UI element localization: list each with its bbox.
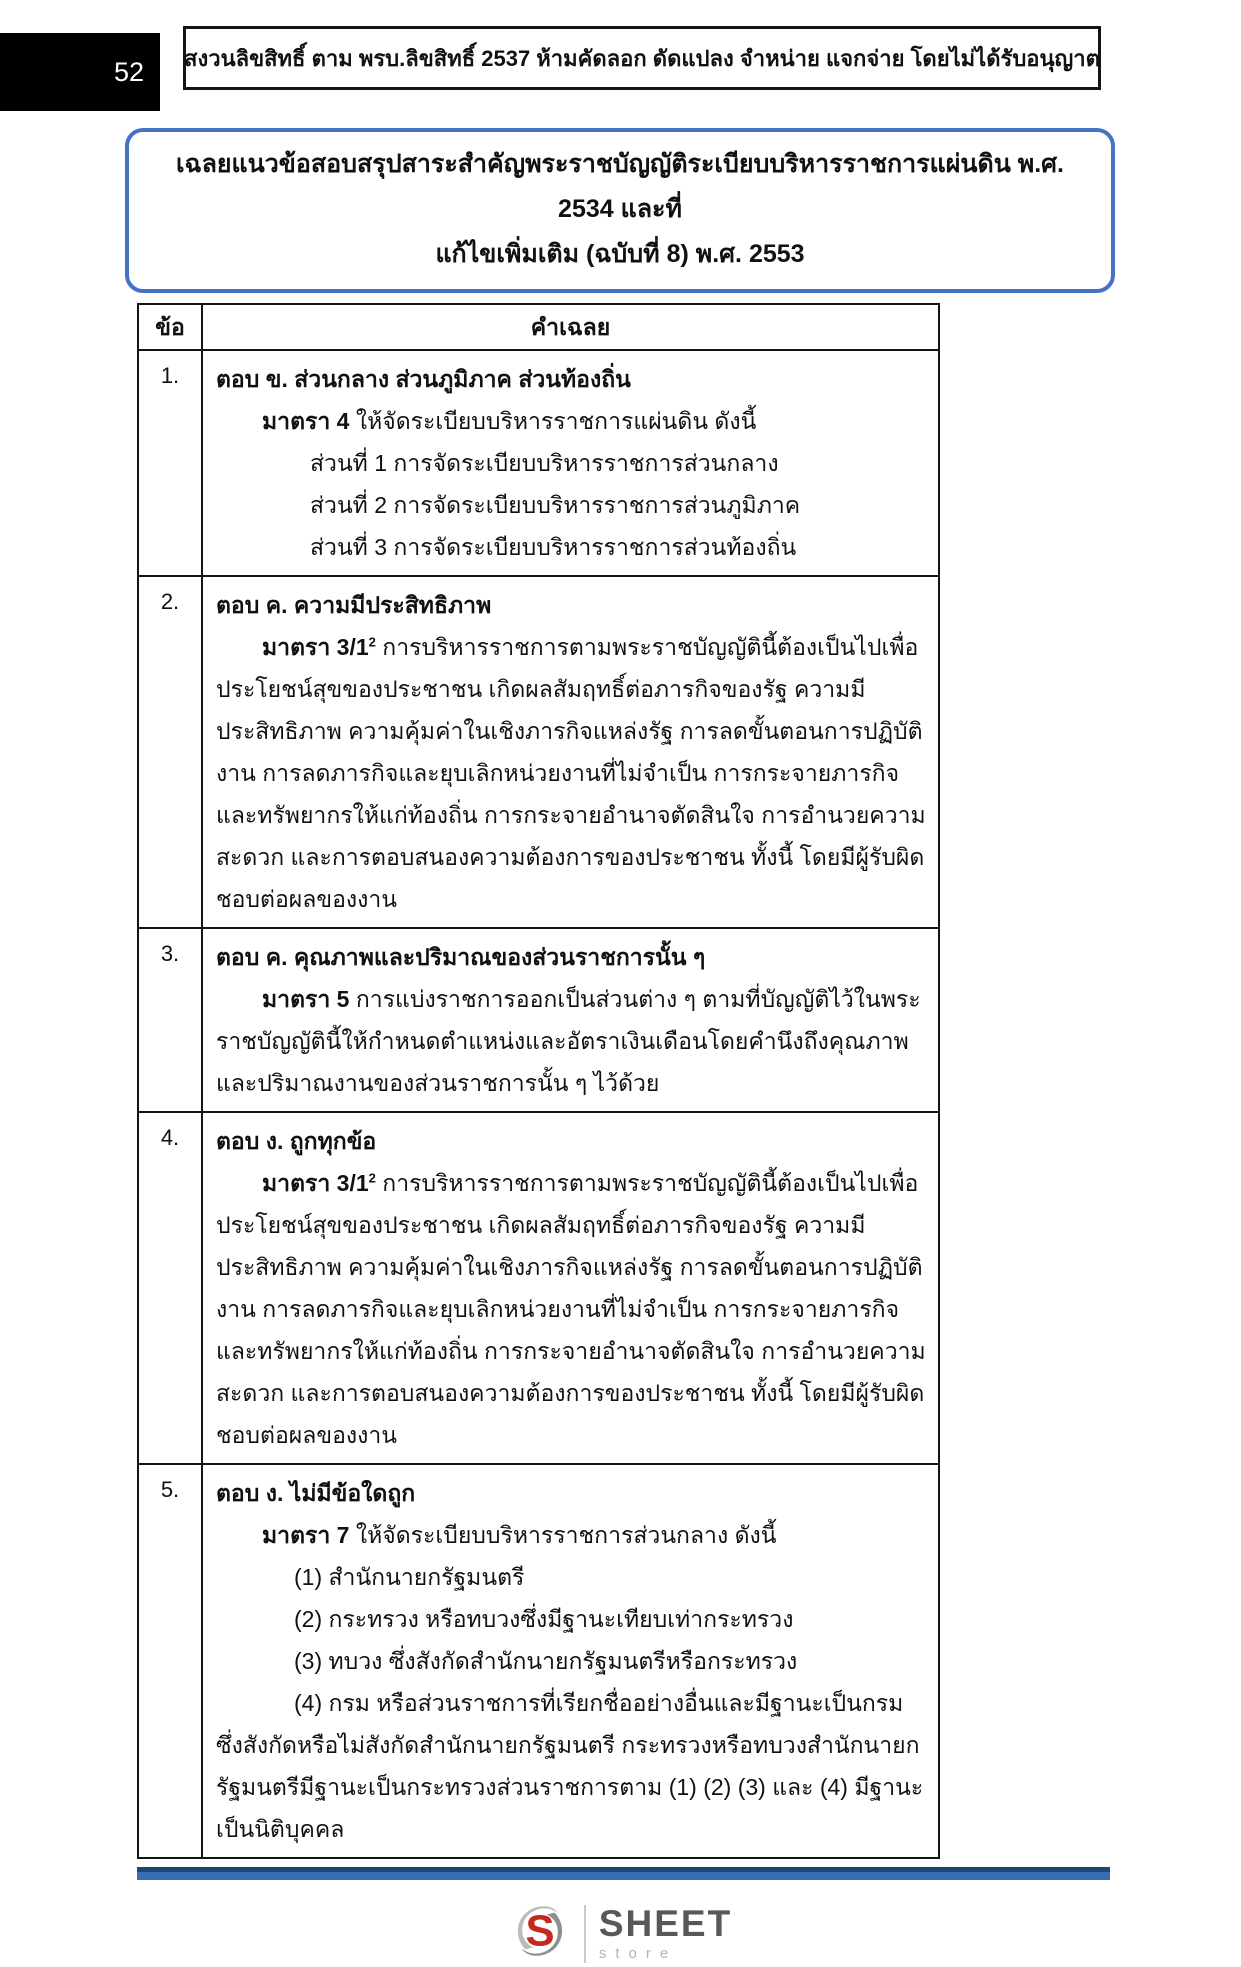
answer-block-answer: ตอบ ข. ส่วนกลาง ส่วนภูมิภาค ส่วนท้องถิ่น — [216, 366, 631, 392]
row-number: 1. — [138, 350, 202, 576]
logo-brand-text: SHEET — [598, 1903, 733, 1944]
page-number-box — [0, 33, 160, 111]
answer-cell — [202, 576, 939, 928]
logo-divider-line — [584, 1905, 586, 1963]
answer-cell — [202, 928, 939, 1112]
copyright-text: สงวนลิขสิทธิ์ ตาม พรบ.ลิขสิทธิ์ 2537 ห้ามคัดลอก ดัดแปลง จำหน่าย แจกจ่าย โดยไม่ได้รับอนุญาต — [184, 45, 1100, 71]
answer-block-answer: ตอบ ค. ความมีประสิทธิภาพ — [216, 592, 492, 618]
answer-block-item: (2) กระทรวง หรือทบวงซึ่งมีฐานะเทียบเท่ากระทรวง — [294, 1606, 794, 1632]
answer-cell — [202, 1112, 939, 1464]
table-row — [138, 350, 939, 576]
answer-table-body — [138, 350, 939, 1858]
row-number: 2. — [138, 576, 202, 928]
answer-block-item: (3) ทบวง ซึ่งสังกัดสำนักนายกรัฐมนตรีหรือกระทรวง — [294, 1648, 798, 1674]
title-line-2: แก้ไขเพิ่มเติม (ฉบับที่ 8) พ.ศ. 2553 — [435, 240, 805, 268]
answer-block-para4: (4) กรม หรือส่วนราชการที่เรียกชื่ออย่างอื่นและมีฐานะเป็นกรม ซึ่งสังกัดหรือไม่สังกัดสำนักนายกรัฐมนตรี กระทรวงหรือทบวงสำนักนายกรัฐมนตรีมีฐานะเป็นกระทรวงส่วนราชการตาม (1) (2) (3) และ (4) มีฐานะเป็นนิติบุคคล — [216, 1690, 924, 1842]
table-row — [138, 1112, 939, 1464]
answer-block-clause: มาตรา 7 ให้จัดระเบียบบริหารราชการส่วนกลาง ดังนี้ — [262, 1522, 777, 1548]
answer-block-sub: ส่วนที่ 1 การจัดระเบียบบริหารราชการส่วนกลาง — [310, 450, 779, 476]
logo-sub-text: store — [598, 1945, 678, 1962]
sheet-store-s-icon — [509, 1900, 571, 1967]
answer-block-answer: ตอบ ค. คุณภาพและปริมาณของส่วนราชการนั้น ๆ — [216, 944, 706, 970]
table-header-row — [138, 304, 939, 350]
document-title-box — [125, 128, 1115, 293]
column-header-number: ข้อ — [138, 304, 202, 350]
title-line-1: เฉลยแนวข้อสอบสรุปสาระสำคัญพระราชบัญญัติระเบียบบริหารราชการแผ่นดิน พ.ศ. 2534 และที่ — [176, 150, 1064, 223]
answer-block-clause: มาตรา 4 ให้จัดระเบียบบริหารราชการแผ่นดิน ดังนี้ — [262, 408, 757, 434]
answer-block-para: มาตรา $3/1^2$ การบริหารราชการตามพระราชบัญญัตินี้ต้องเป็นไปเพื่อประโยชน์สุขของประชาชน เกิดผลสัมฤทธิ์ต่อภารกิจของรัฐ ความมีประสิทธิภาพ ความคุ้มค่าในเชิงภารกิจแหล่งรัฐ การลดขั้นตอนการปฏิบัติงาน การลดภารกิจและยุบเลิกหน่วยงานที่ไม่จำเป็น การกระจายภารกิจและทรัพยากรให้แก่ท้องถิ่น การกระจายอำนาจตัดสินใจ การอำนวยความสะดวก และการตอบสนองความต้องการของประชาชน ทั้งนี้ โดยมีผู้รับผิดชอบต่อผลของงาน — [216, 1170, 926, 1448]
answer-block-sub: ส่วนที่ 3 การจัดระเบียบบริหารราชการส่วนท้องถิ่น — [310, 534, 797, 560]
answer-key-table — [137, 303, 940, 1859]
answer-block-para: มาตรา $3/1^2$ การบริหารราชการตามพระราชบัญญัตินี้ต้องเป็นไปเพื่อประโยชน์สุขของประชาชน เกิดผลสัมฤทธิ์ต่อภารกิจของรัฐ ความมีประสิทธิภาพ ความคุ้มค่าในเชิงภารกิจแหล่งรัฐ การลดขั้นตอนการปฏิบัติงาน การลดภารกิจและยุบเลิกหน่วยงานที่ไม่จำเป็น การกระจายภารกิจและทรัพยากรให้แก่ท้องถิ่น การกระจายอำนาจตัดสินใจ การอำนวยความสะดวก และการตอบสนองความต้องการของประชาชน ทั้งนี้ โดยมีผู้รับผิดชอบต่อผลของงาน — [216, 634, 926, 912]
table-row — [138, 1464, 939, 1858]
footer-divider-bar — [137, 1867, 1110, 1880]
answer-cell — [202, 350, 939, 576]
answer-block-item: (1) สำนักนายกรัฐมนตรี — [294, 1564, 525, 1590]
column-header-answer: คำเฉลย — [202, 304, 939, 350]
answer-block-para: มาตรา 5 การแบ่งราชการออกเป็นส่วนต่าง ๆ ตามที่บัญญัติไว้ในพระราชบัญญัตินี้ให้กำหนดตำแหน่งและอัตราเงินเดือนโดยคำนึงถึงคุณภาพและปริมาณงานของส่วนราชการนั้น ๆ ไว้ด้วย — [216, 986, 921, 1096]
copyright-box — [183, 26, 1101, 90]
answer-block-sub: ส่วนที่ 2 การจัดระเบียบบริหารราชการส่วนภูมิภาค — [310, 492, 801, 518]
svg-text:S: S — [525, 1907, 555, 1956]
page-number: 52 — [113, 56, 144, 87]
answer-block-answer: ตอบ ง. ไม่มีข้อใดถูก — [216, 1480, 416, 1506]
page-header — [0, 0, 1241, 118]
row-number: 3. — [138, 928, 202, 1112]
table-row — [138, 576, 939, 928]
table-row — [138, 928, 939, 1112]
answer-block-answer: ตอบ ง. ถูกทุกข้อ — [216, 1128, 377, 1154]
row-number: 5. — [138, 1464, 202, 1858]
sheet-store-logo — [0, 1900, 1241, 1967]
answer-cell — [202, 1464, 939, 1858]
row-number: 4. — [138, 1112, 202, 1464]
